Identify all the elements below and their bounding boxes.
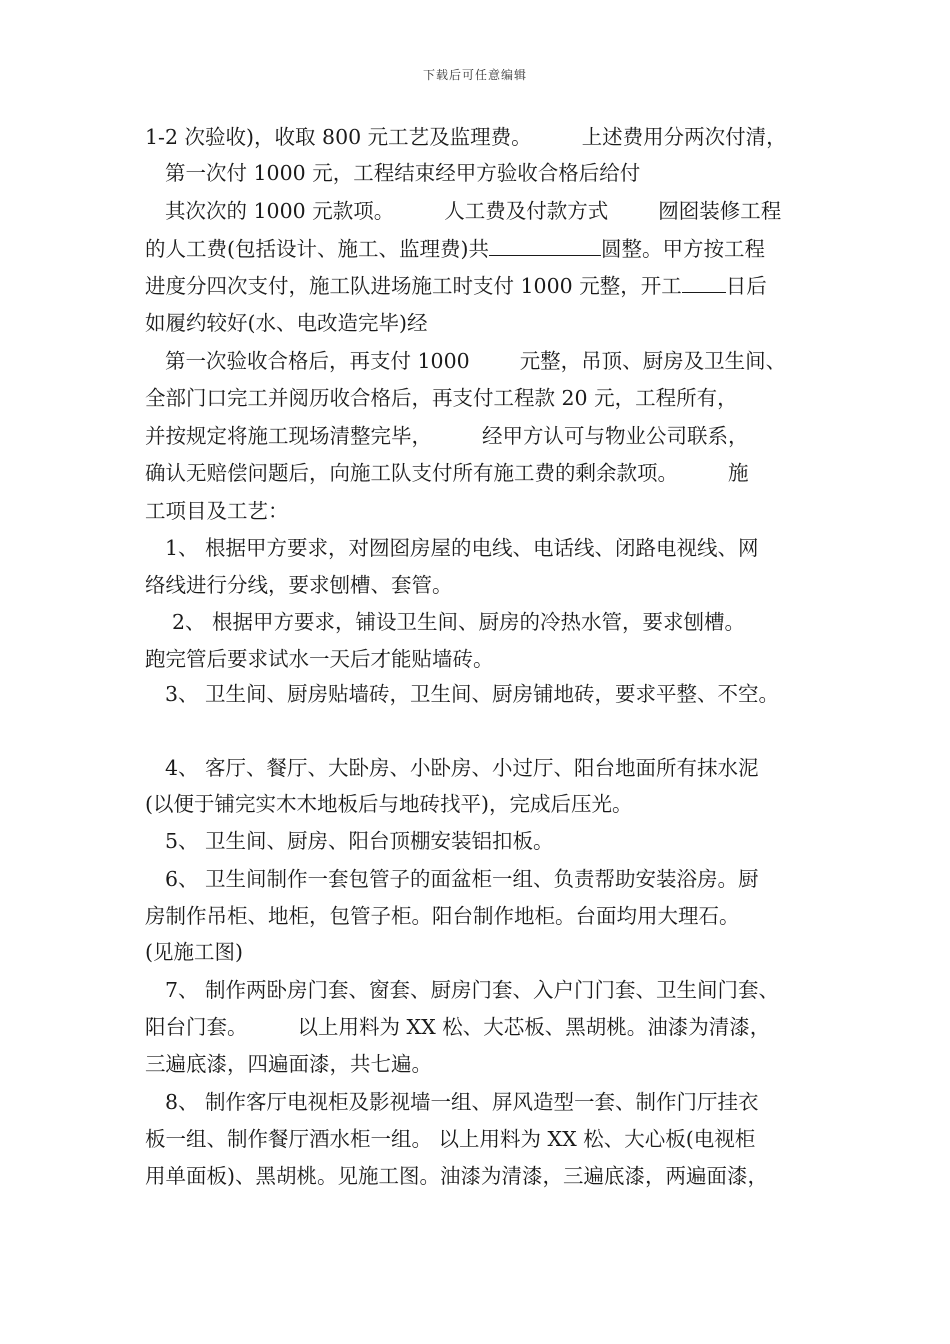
text-line: 板一组、制作餐厅酒水柜一组。 以上用料为 XX 松、大心板(电视柜 — [145, 1127, 756, 1151]
text-line: 全部门口完工并阅历收合格后，再支付工程款 20 元，工程所有， — [145, 386, 738, 410]
line-segment: 确认无赔偿问题后，向施工队支付所有施工费的剩余款项。 — [145, 461, 678, 485]
line-segment: 施 — [728, 461, 749, 485]
text-line — [145, 422, 749, 450]
text-line: 房制作吊柜、地柜，包管子柜。阳台制作地柜。台面均用大理石。 — [145, 904, 740, 928]
list-item: 8、 制作客厅电视柜及影视墙一组、屏风造型一套、制作门厅挂衣 — [165, 1090, 759, 1114]
line-segment: 日后 — [725, 274, 767, 298]
text-line: 工项目及工艺： — [145, 499, 289, 523]
text-line — [145, 272, 767, 300]
fill-blank — [682, 272, 726, 293]
list-item: 5、 卫生间、厨房、阳台顶棚安装铝扣板。 — [165, 829, 554, 853]
list-item: 3、 卫生间、厨房贴墙砖，卫生间、厨房铺地砖，要求平整、不空。 — [165, 682, 780, 706]
text-line — [145, 1013, 770, 1041]
line-segment: 的人工费(包括设计、施工、监理费)共 — [145, 237, 489, 261]
text-line: 跑完管后要求试水一天后才能贴墙砖。 — [145, 647, 494, 671]
page-header-note: 下载后可任意编辑 — [422, 68, 527, 82]
list-item: 7、 制作两卧房门套、窗套、厨房门套、入户门门套、卫生间门套、 — [165, 978, 780, 1002]
text-line — [165, 197, 781, 225]
text-line: 第一次付 1000 元，工程结束经甲方验收合格后给付 — [165, 161, 641, 185]
text-line: 三遍底漆，四遍面漆，共七遍。 — [145, 1052, 432, 1076]
text-line: 络线进行分线，要求刨槽、套管。 — [145, 573, 453, 597]
fill-blank — [489, 235, 601, 256]
line-segment: 并按规定将施工现场清整完毕， — [145, 424, 432, 448]
line-segment: 1-2 次验收)，收取 800 元工艺及监理费。 — [145, 125, 532, 149]
line-segment: 阳台门套。 — [145, 1015, 248, 1039]
line-segment: 人工费及付款方式 — [444, 199, 609, 223]
text-line: 用单面板)、黑胡桃。见施工图。油漆为清漆，三遍底漆，两遍面漆， — [145, 1164, 768, 1188]
line-segment: 囫囵装修工程 — [658, 199, 782, 223]
text-line — [145, 235, 765, 263]
line-segment: 经甲方认可与物业公司联系， — [482, 424, 749, 448]
text-line — [145, 123, 787, 151]
line-segment: 元整，吊顶、厨房及卫生间、 — [519, 349, 787, 373]
line-segment: 其次次的 1000 元款项。 — [165, 199, 395, 223]
text-line: (见施工图) — [145, 940, 243, 964]
list-item: 1、 根据甲方要求，对囫囵房屋的电线、电话线、闭路电视线、网 — [165, 536, 759, 560]
list-item: 2、 根据甲方要求，铺设卫生间、厨房的冷热水管，要求刨槽。 — [172, 610, 746, 634]
line-segment: 第一次验收合格后，再支付 1000 — [165, 349, 470, 373]
text-line — [145, 459, 749, 487]
list-item: 4、 客厅、餐厅、大卧房、小卧房、小过厅、阳台地面所有抹水泥 — [165, 756, 759, 780]
text-line: (以便于铺完实木木地板后与地砖找平)，完成后压光。 — [145, 792, 633, 816]
line-segment: 圆整。甲方按工程 — [601, 237, 765, 261]
line-segment: 以上用料为 XX 松、大芯板、黑胡桃。油漆为清漆， — [297, 1015, 771, 1039]
line-segment: 进度分四次支付，施工队进场施工时支付 1000 元整，开工 — [145, 274, 682, 298]
text-line: 如履约较好(水、电改造完毕)经 — [145, 311, 428, 335]
text-line — [165, 347, 786, 375]
line-segment: 上述费用分两次付清， — [581, 125, 787, 149]
list-item: 6、 卫生间制作一套包管子的面盆柜一组、负责帮助安装浴房。厨 — [165, 867, 759, 891]
